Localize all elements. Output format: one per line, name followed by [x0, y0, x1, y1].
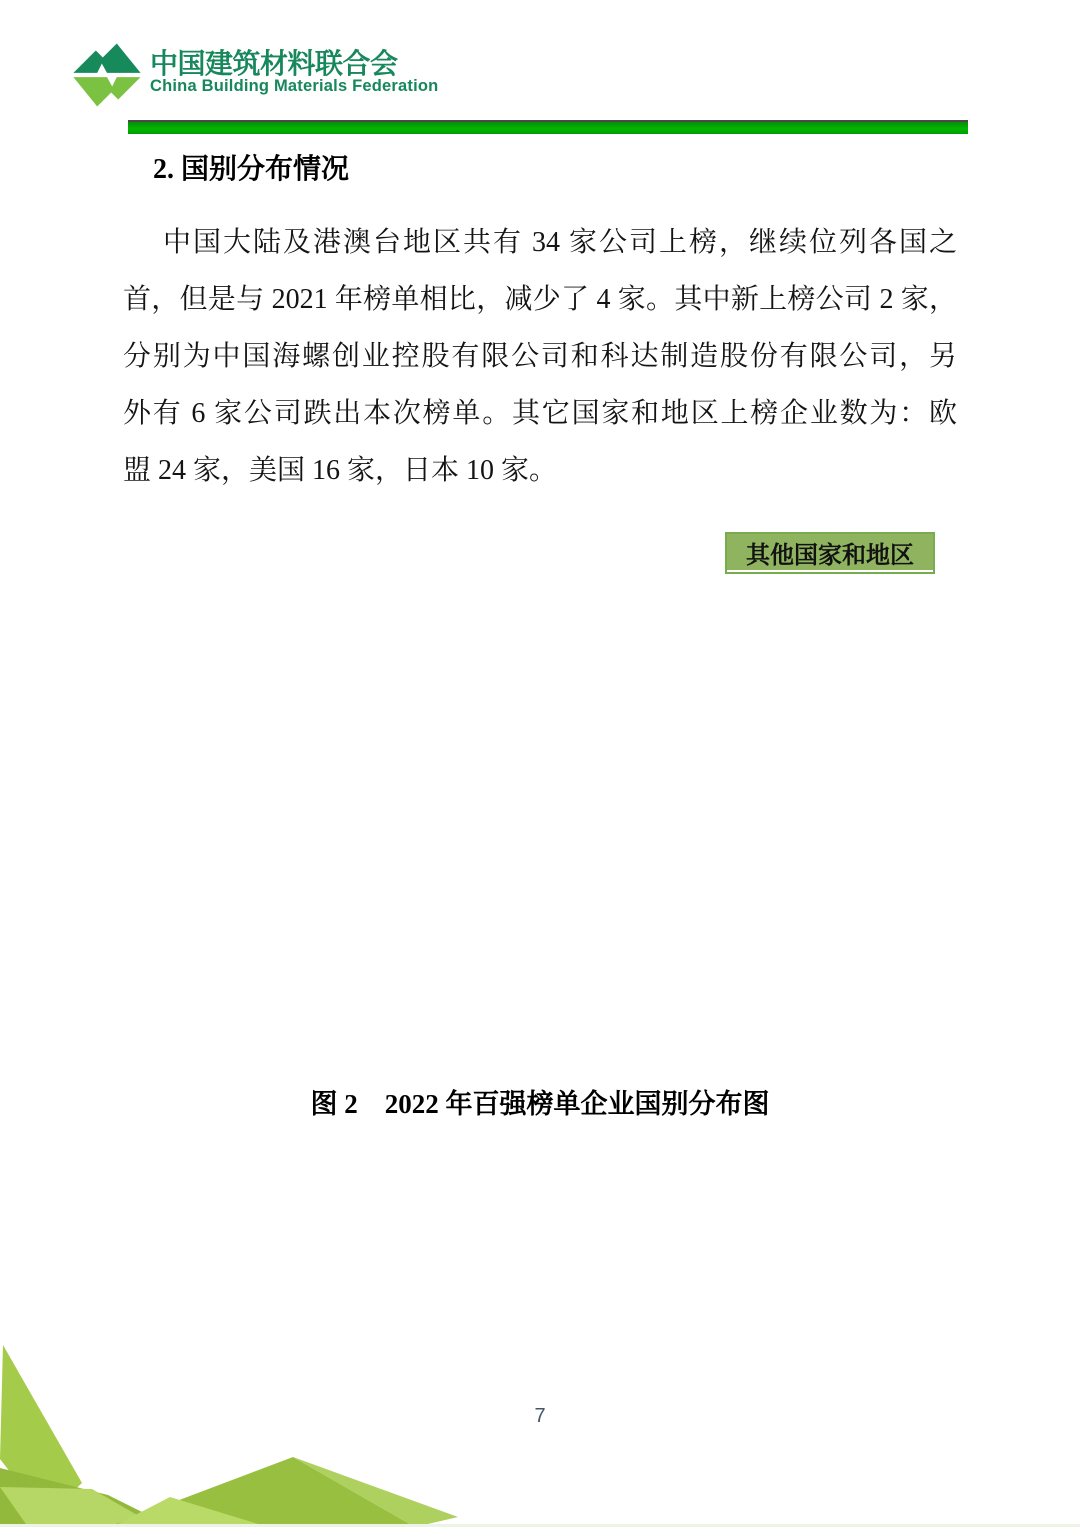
section-heading: 2. 国别分布情况 — [153, 154, 350, 185]
paragraph-1 — [123, 214, 957, 499]
figure-caption: 图 2 2022 年百强榜单企业国别分布图 — [310, 1089, 770, 1119]
footer-triangles-decoration — [0, 1337, 480, 1527]
body-text-line: 分别为中国海螺创业控股有限公司和科达制造股份有限公司，另 — [123, 341, 957, 372]
org-name-english: China Building Materials Federation — [150, 77, 439, 95]
body-text-line: 中国大陆及港澳台地区共有 34 家公司上榜，继续位列各国之 — [163, 227, 957, 258]
body-text-line: 首，但是与 2021 年榜单相比，减少了 4 家。其中新上榜公司 2 家， — [123, 284, 957, 315]
country-distribution-pie-chart — [165, 627, 685, 957]
federation-logo-icon — [72, 36, 142, 114]
page-number: 7 — [534, 1405, 546, 1427]
body-text-line: 盟 24 家，美国 16 家，日本 10 家。 — [123, 455, 558, 486]
other-countries-table-title: 其他国家和地区 — [727, 534, 933, 572]
body-text-line: 外有 6 家公司跌出本次榜单。其它国家和地区上榜企业数为：欧 — [123, 398, 957, 429]
org-name-chinese: 中国建筑材料联合会 — [150, 48, 398, 79]
header-divider-bar — [128, 120, 968, 134]
other-countries-table — [725, 532, 935, 574]
